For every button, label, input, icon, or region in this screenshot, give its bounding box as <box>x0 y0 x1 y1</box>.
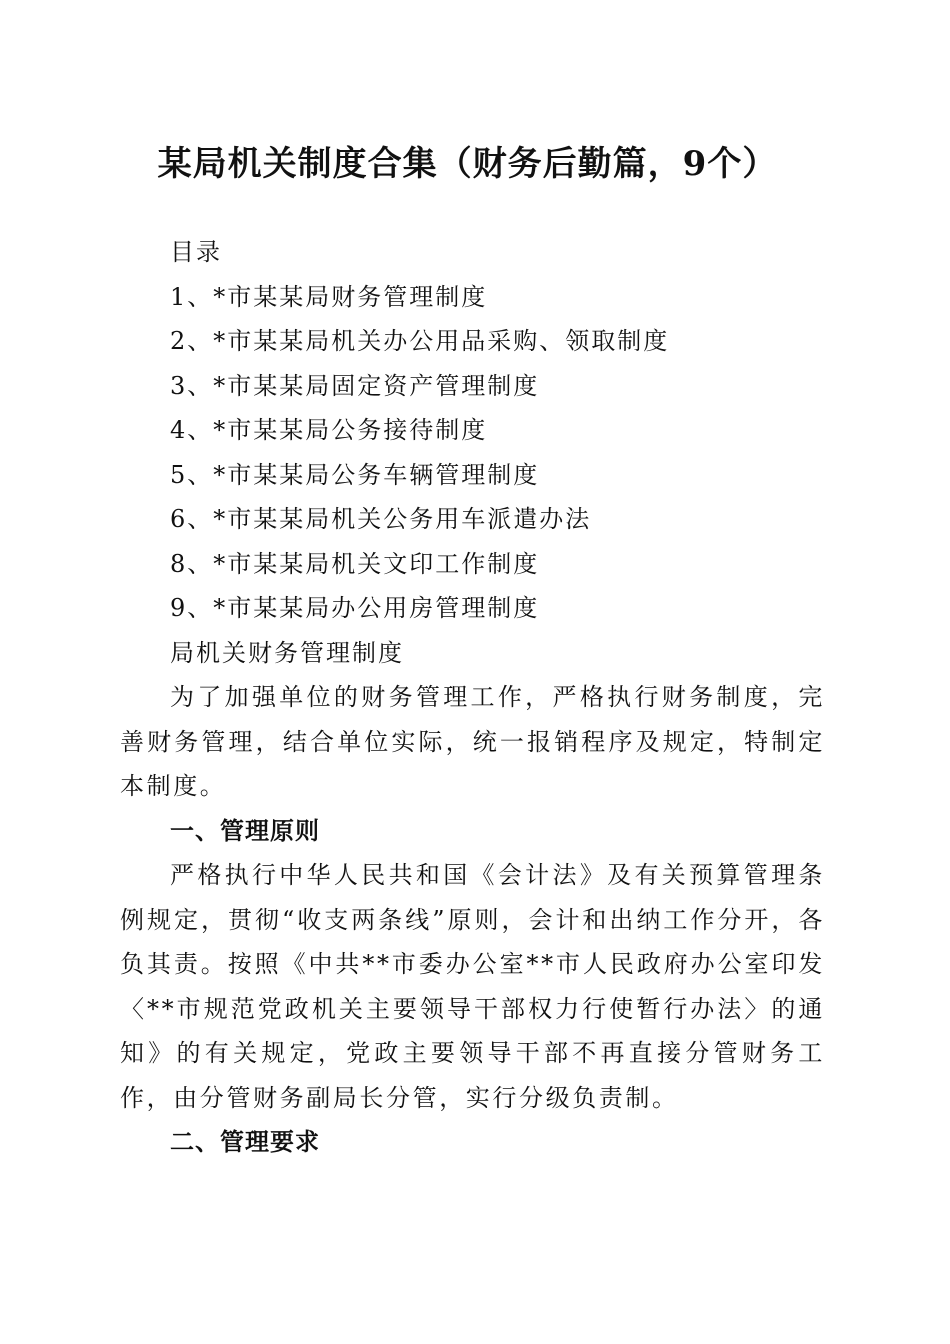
toc-label: 目录 <box>170 238 222 266</box>
principles-paragraph: 严格执行中华人民共和国《会计法》及有关预算管理条例规定，贯彻“收支两条线”原则，会计和出纳工作分开，各负其责。按照《中共**市委办公室**市人民政府办公室印发〈**市规范党政机关主要领导干部权力行使暂行办法〉的通知》的有关规定，党政主要领导干部不再直接分管财务工作，由分管财务副局长分管，实行分级负责制。 <box>120 861 825 1112</box>
section-title: 局机关财务管理制度 <box>170 638 404 667</box>
section-heading-requirements: 二、管理要求 <box>170 1128 320 1156</box>
toc-item: 3、*市某某局固定资产管理制度 <box>170 371 540 400</box>
toc-item: 6、*市某某局机关公务用车派遣办法 <box>170 505 592 533</box>
section-heading-principles: 一、管理原则 <box>170 816 320 845</box>
toc-item: 8、*市某某局机关文印工作制度 <box>170 549 540 578</box>
toc-item: 9、*市某某局办公用房管理制度 <box>170 594 540 622</box>
toc-item: 5、*市某某局公务车辆管理制度 <box>170 460 540 489</box>
toc-item: 4、*市某某局公务接待制度 <box>170 416 488 444</box>
toc-item: 2、*市某某局机关办公用品采购、领取制度 <box>170 327 670 355</box>
document-title: 某局机关制度合集（财务后勤篇，9个） <box>157 144 778 184</box>
intro-paragraph: 为了加强单位的财务管理工作，严格执行财务制度，完善财务管理，结合单位实际，统一报销程序及规定，特制定本制度。 <box>120 683 825 800</box>
toc-item: 1、*市某某局财务管理制度 <box>170 282 488 311</box>
document-body <box>120 230 825 1165</box>
